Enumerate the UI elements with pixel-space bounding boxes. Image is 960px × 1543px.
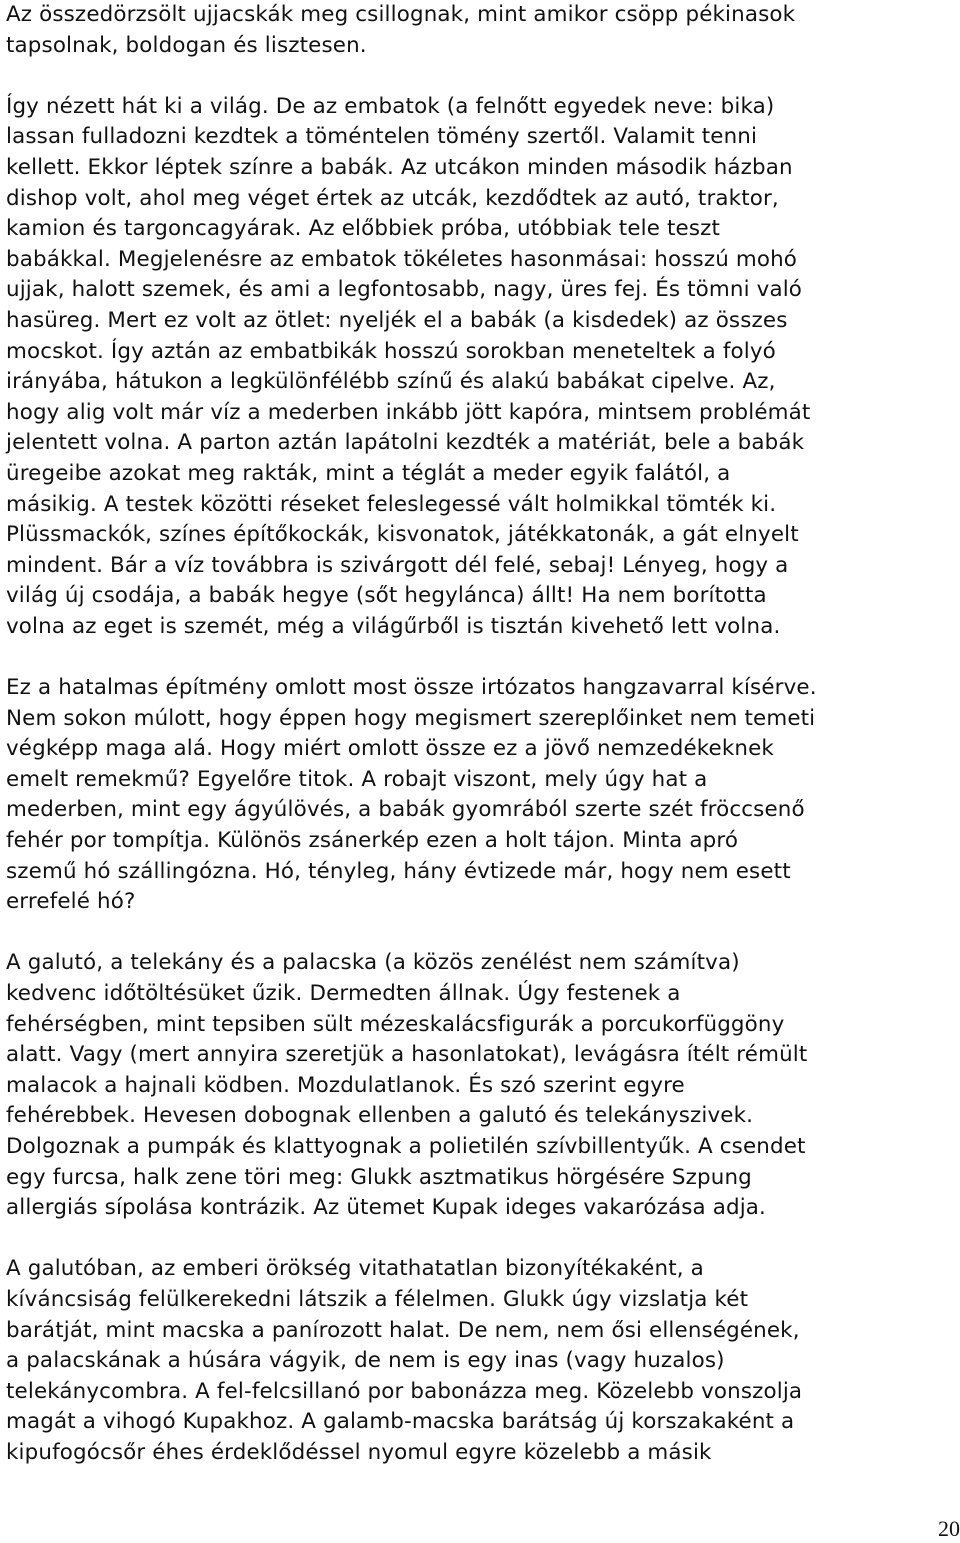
text-line: barátját, mint macska a panírozott halat. De nem, nem ősi ellenségének, (6, 1317, 800, 1343)
text-line: A galutó, a telekány és a palacska (a közös zenélést nem számítva) (6, 950, 740, 976)
text-line: ujjak, halott szemek, és ami a legfontosabb, nagy, üres fej. És tömni való (6, 277, 803, 303)
text-line: Dolgoznak a pumpák és klattyognak a polietilén szívbillentyűk. A csendet (6, 1133, 806, 1159)
text-line: alatt. Vagy (mert annyira szeretjük a hasonlatokat), levágásra ítélt rémült (6, 1042, 808, 1068)
text-line: Ez a hatalmas építmény omlott most össze irtózatos hangzavarral kísérve. (6, 675, 817, 701)
text-line: jelentett volna. A parton aztán lapátolni kezdték a matériát, bele a babák (6, 430, 805, 456)
text-line: irányába, hátukon a legkülönfélébb színű és alakú babákat cipelve. Az, (6, 369, 776, 395)
text-line: dishop volt, ahol meg véget értek az utcák, kezdődtek az autó, traktor, (6, 185, 779, 211)
text-line: Az összedörzsölt ujjacskák meg csillognak, mint amikor csöpp pékinasok (6, 2, 796, 27)
page-number: 20 (938, 1516, 960, 1541)
text-line: mederben, mint egy ágyúlövés, a babák gyomrából szerte szét fröccsenő (6, 797, 805, 823)
text-line: malacok a hajnali ködben. Mozdulatlanok. És szó szerint egyre (6, 1072, 685, 1098)
text-line: hasüreg. Mert ez volt az ötlet: nyeljék el a babák (a kisdedek) az összes (6, 307, 788, 333)
text-line: volna az eget is szemét, még a világűrből is tisztán kivehető lett volna. (6, 613, 781, 639)
text-line: másikig. A testek közötti réseket feleslegessé vált holmikkal tömték ki. (6, 491, 777, 517)
text-line: Így nézett hát ki a világ. De az embatok (a felnőtt egyedek neve: bika) (6, 93, 775, 119)
paragraph-gap (6, 918, 956, 949)
text-line: fehérebbek. Hevesen dobognak ellenben a galutó és telekányszivek. (6, 1103, 754, 1129)
text-line: kamion és targoncagyárak. Az előbbiek próba, utóbbiak tele teszt (6, 216, 721, 242)
text-line: kellett. Ekkor léptek színre a babák. Az utcákon minden második házban (6, 154, 793, 180)
text-line: hogy alig volt már víz a mederben inkább jött kapóra, mintsem problémát (6, 399, 811, 425)
text-line: egy furcsa, halk zene töri meg: Glukk asztmatikus hörgésére Szpung (6, 1164, 752, 1190)
text-line: errefelé hó? (6, 889, 136, 915)
text-line: kipufogócsőr éhes érdeklődéssel nyomul egyre közelebb a másik (6, 1439, 712, 1465)
text-line: telekánycombra. A fel-felcsillanó por babonázza meg. Közelebb vonszolja (6, 1378, 803, 1404)
text-line: kíváncsiság felülkerekedni látszik a félelmen. Glukk úgy vizslatja két (6, 1286, 749, 1312)
text-line: végképp maga alá. Hogy miért omlott össze ez a jövő nemzedékeknek (6, 736, 774, 762)
text-line: fehér por tompítja. Különös zsánerkép ezen a holt tájon. Minta apró (6, 828, 739, 854)
text-line: mindent. Bár a víz továbbra is szivárgott dél felé, sebaj! Lényeg, hogy a (6, 552, 789, 578)
text-line: mocskot. Így aztán az embatbikák hosszú sorokban meneteltek a folyó (6, 338, 776, 364)
text-line: tapsolnak, boldogan és lisztesen. (6, 32, 367, 58)
text-line: magát a vihogó Kupakhoz. A galamb-macska barátság új korszakaként a (6, 1409, 795, 1435)
text-line: a palacskának a húsára vágyik, de nem is egy inas (vagy huzalos) (6, 1348, 725, 1374)
paragraph-gap (6, 1224, 956, 1255)
text-line: világ új csodája, a babák hegye (sőt hegylánca) állt! Ha nem borította (6, 583, 767, 609)
text-line: Plüssmackók, színes építőkockák, kisvonatok, játékkatonák, a gát elnyelt (6, 522, 799, 548)
body-text (6, 0, 956, 1469)
paragraph-gap (6, 61, 956, 92)
text-line: lassan fulladozni kezdtek a töméntelen tömény szertől. Valamit tenni (6, 124, 758, 150)
text-line: allergiás sípolása kontrázik. Az ütemet Kupak ideges vakarózása adja. (6, 1195, 766, 1221)
paragraph-gap (6, 642, 956, 673)
text-line: fehérségben, mint tepsiben sült mézeskalácsfigurák a porcukorfüggöny (6, 1011, 785, 1037)
text-line: üregeibe azokat meg rakták, mint a téglát a meder egyik falától, a (6, 460, 731, 486)
text-line: kedvenc időtöltésüket űzik. Dermedten állnak. Úgy festenek a (6, 981, 681, 1006)
text-line: emelt remekmű? Egyelőre titok. A robajt viszont, mely úgy hat a (6, 766, 708, 792)
text-line: babákkal. Megjelenésre az embatok tökéletes hasonmásai: hosszú mohó (6, 246, 798, 272)
text-line: A galutóban, az emberi örökség vitathatatlan bizonyítékaként, a (6, 1256, 704, 1282)
text-line: Nem sokon múlott, hogy éppen hogy megismert szereplőinket nem temeti (6, 705, 816, 731)
text-line: szemű hó szállingózna. Hó, tényleg, hány évtizede már, hogy nem esett (6, 858, 791, 884)
